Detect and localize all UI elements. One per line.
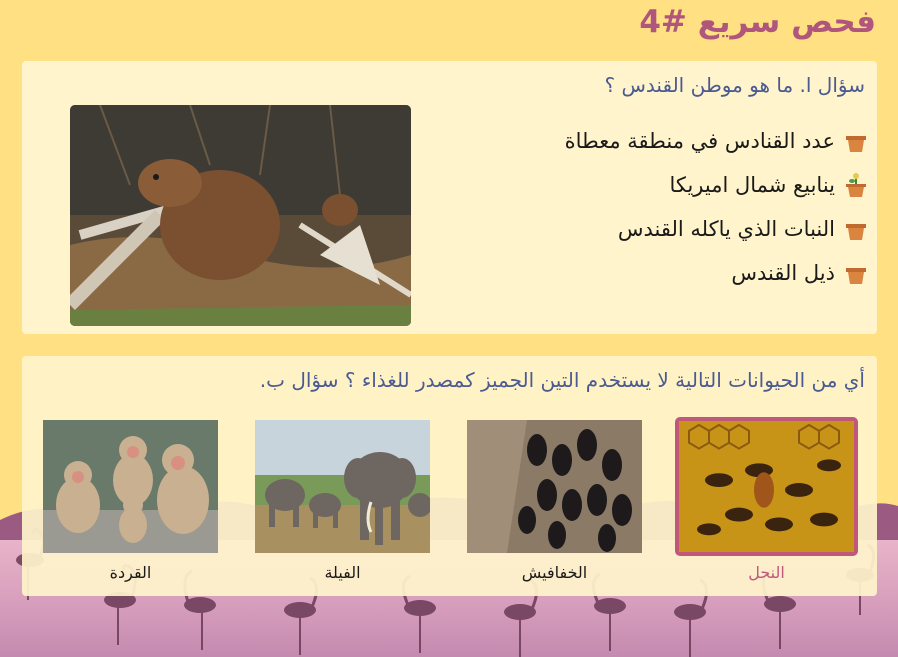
- answer-option-label: النبات الذي ياكله القندس: [617, 217, 835, 241]
- choice-label: القردة: [109, 563, 152, 582]
- answer-option-4[interactable]: [439, 251, 869, 295]
- choice-monkeys[interactable]: [43, 420, 218, 582]
- answer-option-3[interactable]: [439, 207, 869, 251]
- question-1-options: [439, 119, 869, 295]
- bats-photo: [467, 420, 642, 553]
- choice-bees[interactable]: [679, 420, 854, 582]
- sprout-pot-icon: [843, 172, 869, 198]
- answer-option-label: ذيل القندس: [731, 261, 835, 285]
- question-1-card: [22, 61, 877, 334]
- elephants-photo: [255, 420, 430, 553]
- choice-label: الفيلة: [324, 563, 361, 582]
- pot-icon: [843, 216, 869, 242]
- choice-bats[interactable]: [467, 420, 642, 582]
- choice-label: النحل: [748, 563, 785, 582]
- question-2-choices: [22, 356, 877, 596]
- beaver-photo: [70, 105, 411, 326]
- question-2-text: أي من الحيوانات التالية لا يستخدم التين الجميز كمصدر للغذاء ؟ سؤال ب.: [259, 368, 865, 392]
- answer-option-1[interactable]: [439, 119, 869, 163]
- answer-option-label: عدد القنادس في منطقة معطاة: [564, 129, 835, 153]
- page-title: فحص سريع #4: [639, 4, 876, 40]
- answer-option-label: ينابيع شمال اميريكا: [669, 173, 835, 197]
- answer-option-2[interactable]: [439, 163, 869, 207]
- question-2-card: [22, 356, 877, 596]
- bees-photo: [675, 417, 858, 556]
- question-1-text: سؤال ا. ما هو موطن القندس ؟: [604, 73, 865, 97]
- pot-icon: [843, 128, 869, 154]
- choice-elephants[interactable]: [255, 420, 430, 582]
- monkeys-photo: [43, 420, 218, 553]
- choice-label: الخفافيش: [521, 563, 588, 582]
- pot-icon: [843, 260, 869, 286]
